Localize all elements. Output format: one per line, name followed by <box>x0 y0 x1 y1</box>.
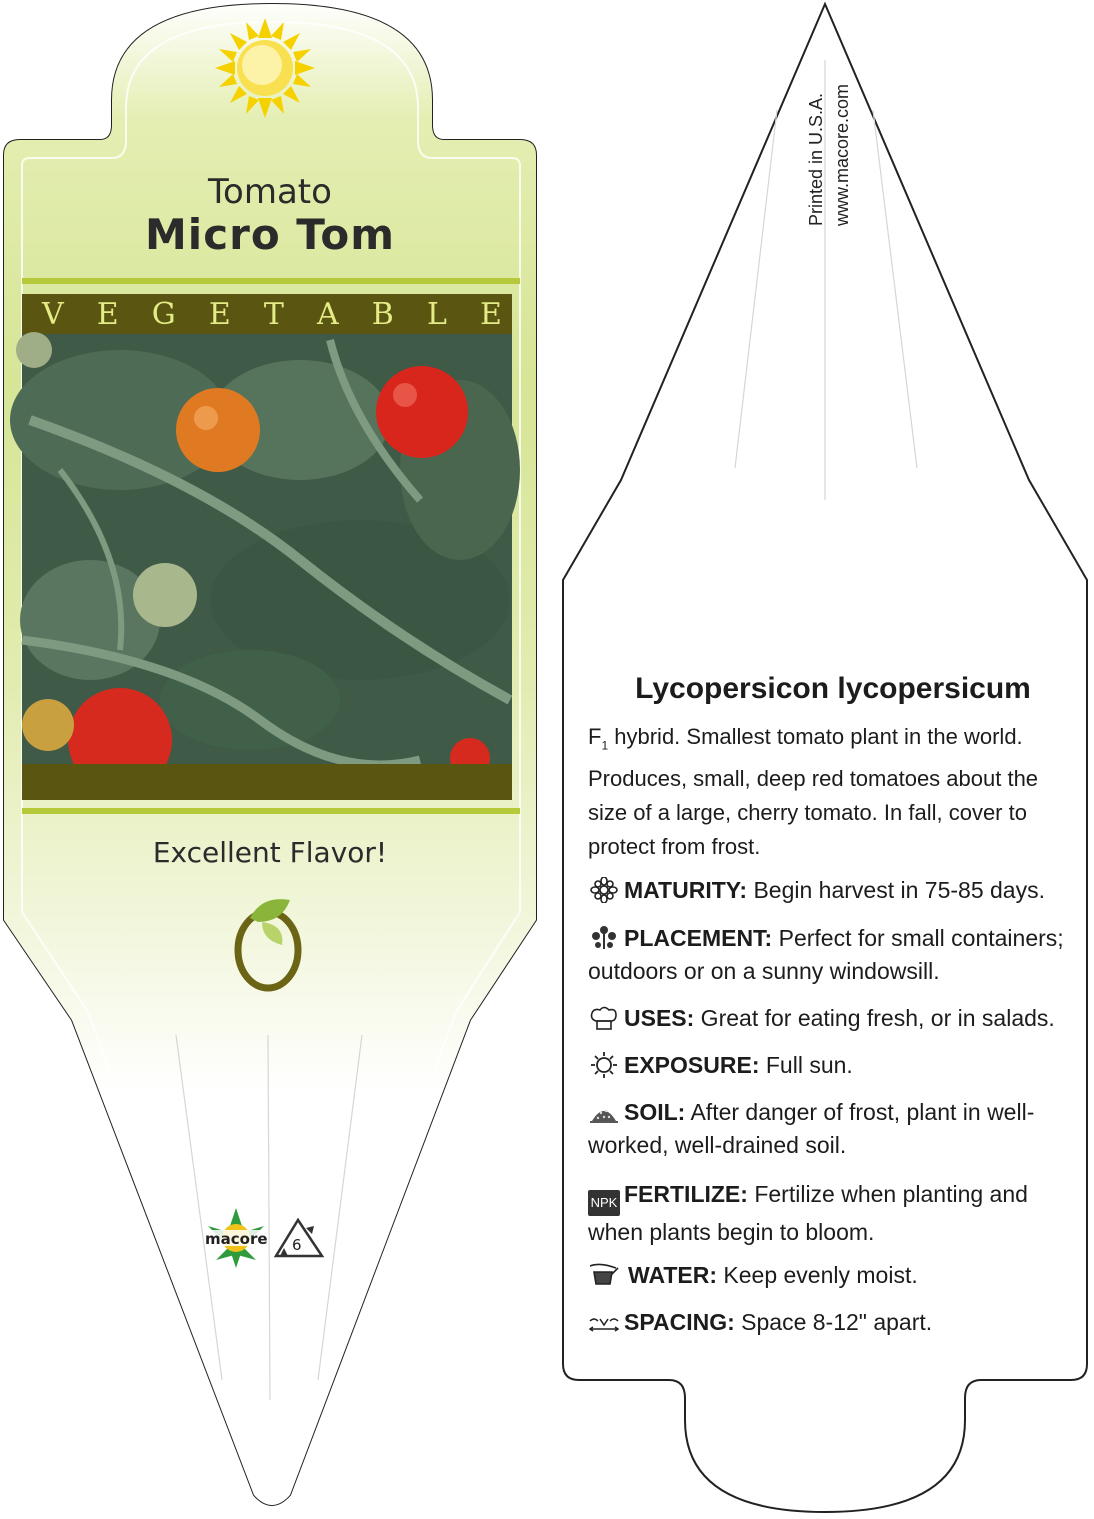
category-letter: T <box>263 296 284 332</box>
recycle-code: 6 <box>292 1236 302 1254</box>
detail-exposure <box>588 1049 1078 1082</box>
category-letter: G <box>151 296 176 332</box>
detail-text: After danger of frost, plant in well-worked, well-drained soil. <box>588 1099 1035 1158</box>
brand-name: macore <box>205 1230 268 1248</box>
description-text: hybrid. Smallest tomato plant in the world. Produces, small, deep red tomatoes about the size of a large, cherry tomato. In fall, cover to protect from frost. <box>588 724 1039 860</box>
description <box>588 720 1078 864</box>
plant-type: Tomato <box>208 172 332 212</box>
detail-text: Perfect for small containers; outdoors or on a sunny windowsill. <box>588 925 1064 984</box>
tagline: Excellent Flavor! <box>152 836 388 869</box>
category-letter: A <box>317 296 339 332</box>
watering-can-icon <box>588 1262 620 1288</box>
category-letter: E <box>208 296 231 332</box>
detail-text: Begin harvest in 75-85 days. <box>747 877 1045 903</box>
spacing-icon <box>588 1309 620 1335</box>
description-subscript: 1 <box>601 738 609 753</box>
sun-outline-icon <box>588 1052 620 1078</box>
detail-label: WATER: <box>628 1262 718 1288</box>
detail-uses <box>588 1002 1078 1035</box>
detail-text: Full sun. <box>759 1052 853 1078</box>
photo-bottom-band <box>22 764 512 800</box>
flower-icon <box>588 877 620 903</box>
detail-label: FERTILIZE: <box>624 1181 748 1207</box>
detail-soil <box>588 1096 1078 1162</box>
detail-label: MATURITY: <box>624 877 748 903</box>
website: www.macore.com <box>832 83 852 226</box>
accent-line-bottom <box>22 808 520 814</box>
accent-line-top <box>22 278 520 284</box>
plants-icon <box>588 925 620 951</box>
description-prefix: F <box>588 724 602 749</box>
detail-placement <box>588 922 1078 988</box>
detail-fertilize <box>588 1178 1078 1249</box>
category-letter: V <box>42 296 64 332</box>
detail-text: Keep evenly moist. <box>717 1262 918 1288</box>
detail-spacing <box>588 1306 1078 1339</box>
botanical-name: Lycopersicon lycopersicum <box>635 672 1031 705</box>
detail-maturity <box>588 874 1078 907</box>
soil-icon <box>588 1099 620 1125</box>
detail-label: SPACING: <box>624 1309 735 1335</box>
tomato-photo <box>10 332 520 792</box>
detail-text: Great for eating fresh, or in salads. <box>694 1005 1055 1031</box>
category-letter: L <box>426 296 447 332</box>
variety-name: Micro Tom <box>145 210 395 259</box>
category-letter: B <box>371 296 394 332</box>
category-letter: E <box>479 296 502 332</box>
detail-label: USES: <box>624 1005 695 1031</box>
sun-icon <box>215 18 315 118</box>
category-label <box>42 296 502 332</box>
detail-water <box>588 1259 1078 1292</box>
detail-label: EXPOSURE: <box>624 1052 760 1078</box>
detail-label: SOIL: <box>624 1099 686 1125</box>
detail-text: Space 8-12" apart. <box>734 1309 933 1335</box>
npk-icon: NPK <box>588 1190 620 1216</box>
chef-hat-icon <box>588 1005 620 1031</box>
detail-label: PLACEMENT: <box>624 925 773 951</box>
detail-text: Fertilize when planting and when plants begin to bloom. <box>588 1181 1028 1245</box>
category-letter: E <box>96 296 119 332</box>
printed-in: Printed in U.S.A. <box>806 92 826 226</box>
